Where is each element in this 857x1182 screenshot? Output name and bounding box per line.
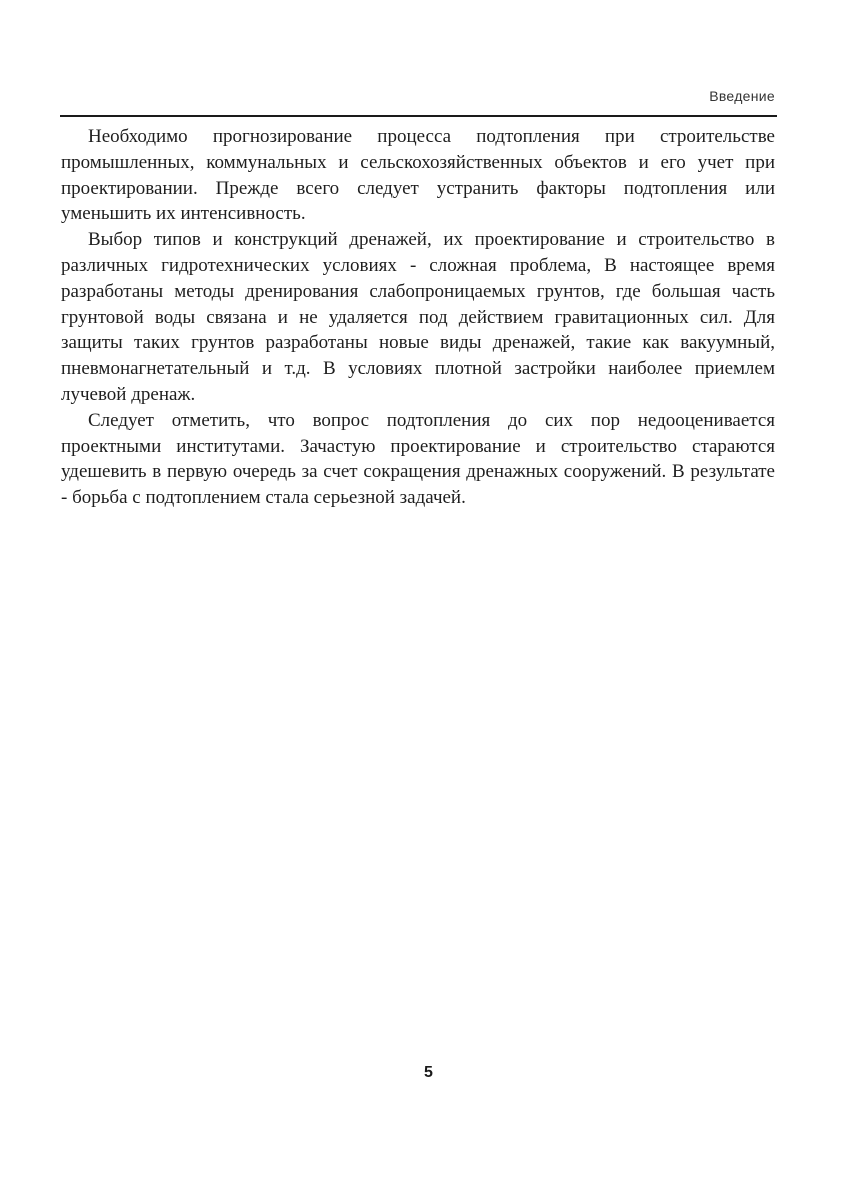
header-rule [60, 115, 777, 117]
paragraph: Необходимо прогнозирование процесса подтопления при строительстве промышленных, коммунальных и сельскохозяйственных объектов и его учет при проектировании. Прежде всего следует устранить факторы подтопления или уменьшить их интенсивность. [61, 126, 775, 225]
body-text [61, 124, 775, 511]
page-number: 5 [424, 1064, 433, 1081]
running-head-title: Введение [709, 88, 775, 104]
paragraph: Выбор типов и конструкций дренажей, их проектирование и строительство в различных гидротехнических условиях - сложная проблема, В настоящее время разработаны методы дренирования слабопроницаемых грунтов, где большая часть грунтовой воды связана и не удаляется под действием гравитационных сил. Для защиты таких грунтов разработаны новые виды дренажей, такие как вакуумный, пневмонагнетательный и т.д. В условиях плотной застройки наиболее приемлем лучевой дренаж. [61, 229, 775, 405]
paragraph: Следует отметить, что вопрос подтопления до сих пор недооценивается проектными институтами. Зачастую проектирование и строительство стараются удешевить в первую очередь за счет сокращения дренажных сооружений. В результате - борьба с подтоплением стала серьезной задачей. [61, 409, 775, 509]
